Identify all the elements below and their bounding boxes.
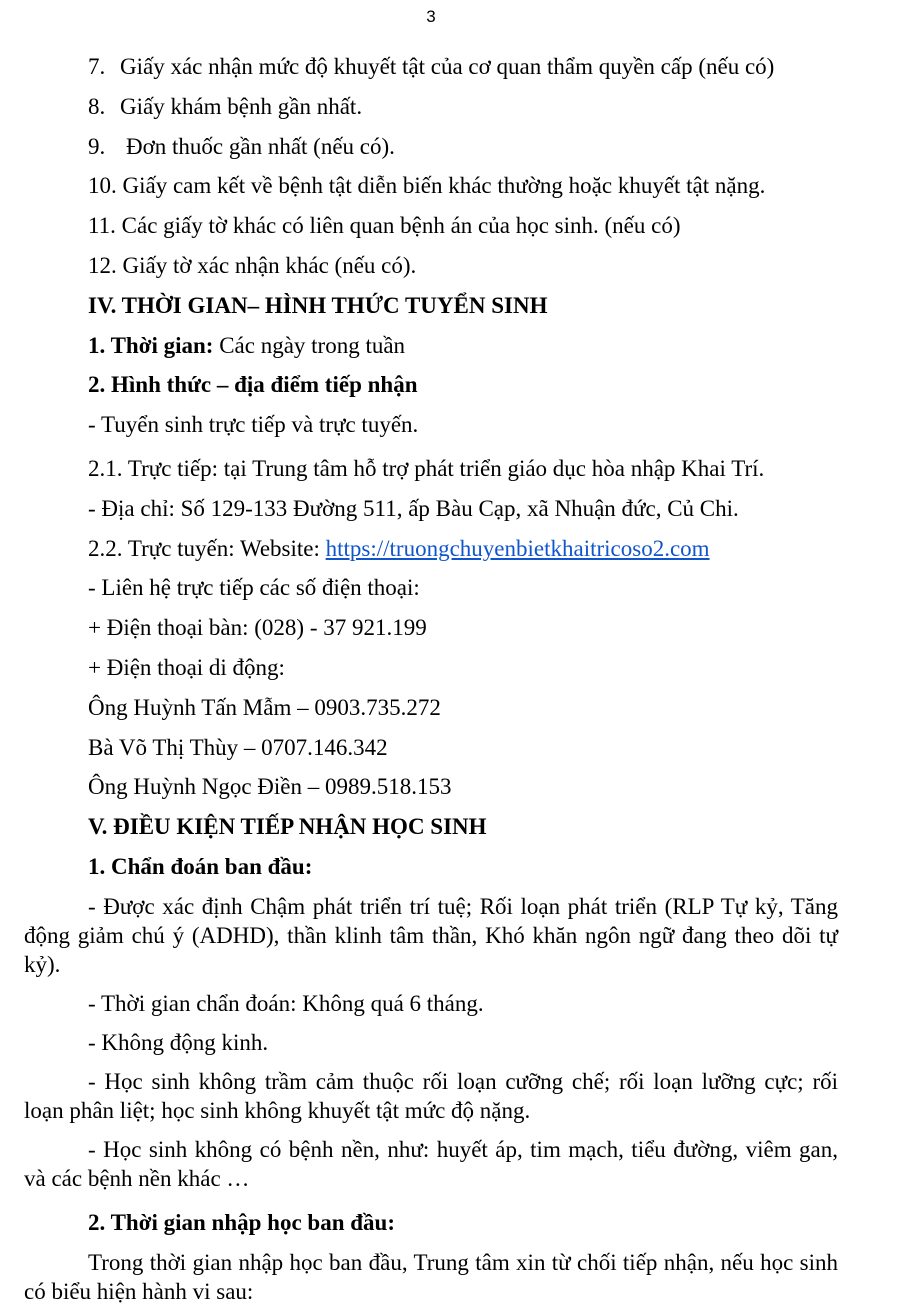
list-item-number: 8. [88,93,106,119]
time-line [88,326,848,366]
paragraph: - Không động kinh. [88,1029,269,1055]
list-item [88,127,848,167]
form-heading: 2. Hình thức – địa điểm tiếp nhận [88,372,418,398]
paragraph: - Học sinh không trầm cảm thuộc rối loạn cưỡng chế; rối loạn lưỡng cực; rối loạn phân liệt; học sinh không khuyết tật mức độ nặng. [24,1068,838,1123]
list-item-text: Các giấy tờ khác có liên quan bệnh án của học sinh. (nếu có) [121,213,681,239]
section-v-heading: V. ĐIỀU KIỆN TIẾP NHẬN HỌC SINH [88,814,487,840]
direct-line: 2.1. Trực tiếp: tại Trung tâm hỗ trợ phát triển giáo dục hòa nhập Khai Trí. [88,455,765,481]
list-item-text: Giấy tờ xác nhận khác (nếu có). [122,252,417,278]
list-item-text: Giấy cam kết về bệnh tật diễn biến khác thường hoặc khuyết tật nặng. [122,173,766,199]
paragraph: - Học sinh không có bệnh nền, như: huyết áp, tim mạch, tiểu đường, viêm gan, và các bệnh nền khác … [24,1136,838,1191]
address-line: - Địa chỉ: Số 129-133 Đường 511, ấp Bàu Cạp, xã Nhuận đức, Củ Chi. [88,495,739,521]
landline: + Điện thoại bàn: (028) - 37 921.199 [88,615,427,641]
list-item-text: Đơn thuốc gần nhất (nếu có). [126,133,395,159]
list-item-number: 11. [88,213,116,239]
online-prefix: 2.2. Trực tuyến: Website: [88,535,326,561]
mobile-label: + Điện thoại di động: [88,654,285,680]
list-item-number: 9. [88,133,106,159]
contact-line: Ông Huỳnh Tấn Mẫm – 0903.735.272 [88,694,441,720]
form-line: - Tuyển sinh trực tiếp và trực tuyến. [88,412,419,438]
list-item-text: Giấy xác nhận mức độ khuyết tật của cơ quan thẩm quyền cấp (nếu có) [120,54,775,79]
time-value: Các ngày trong tuần [213,332,406,358]
list-item-number: 12. [88,252,117,278]
paragraph: - Được xác định Chậm phát triển trí tuệ; Rối loạn phát triển (RLP Tự kỷ, Tăng động giảm chú ý (ADHD), thần klinh tâm thần, Khó khăn ngôn ngữ đang theo dõi tự kỷ). [24,893,838,977]
section-iv-heading: IV. THỜI GIAN– HÌNH THỨC TUYỂN SINH [88,292,548,318]
list-item [88,166,848,206]
paragraph: - Thời gian chẩn đoán: Không quá 6 tháng. [88,990,484,1016]
list-item [88,87,848,127]
paragraph: Trong thời gian nhập học ban đầu, Trung tâm xin từ chối tiếp nhận, nếu học sinh có biểu hiện hành vi sau: [24,1249,838,1304]
website-link[interactable]: https://truongchuyenbietkhaitricoso2.com [325,535,710,561]
subheading-initial-diagnosis: 1. Chẩn đoán ban đầu: [88,853,313,879]
contact-line: Ông Huỳnh Ngọc Điền – 0989.518.153 [88,774,452,800]
document-body [0,47,900,1316]
list-item-number: 7. [88,54,106,79]
online-line [88,529,848,569]
contact-intro: - Liên hệ trực tiếp các số điện thoại: [88,575,420,601]
list-item [88,206,848,246]
subheading-initial-enrollment: 2. Thời gian nhập học ban đầu: [88,1209,395,1235]
list-item-text: Giấy khám bệnh gần nhất. [120,93,363,119]
list-item [88,47,848,87]
list-item-number: 10. [88,173,117,199]
time-label: 1. Thời gian: [88,332,214,358]
page-number: 3 [426,7,436,26]
list-item [88,246,848,286]
contact-line: Bà Võ Thị Thùy – 0707.146.342 [88,734,388,760]
